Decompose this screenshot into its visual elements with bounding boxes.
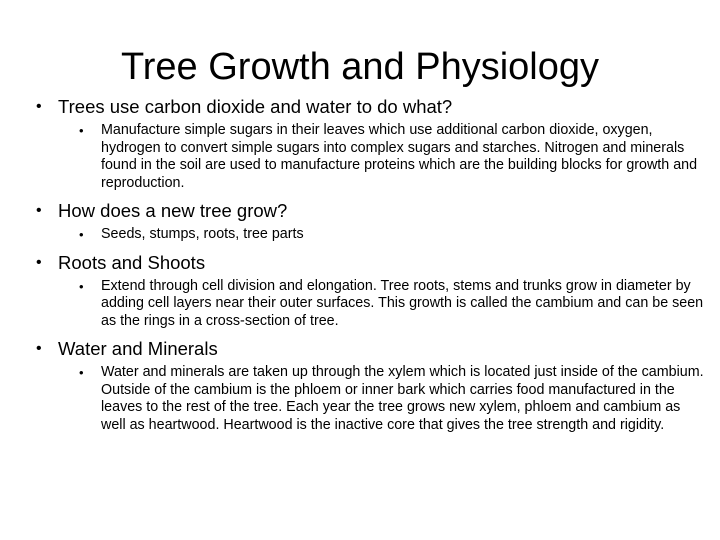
sub-bullet-list [58,122,708,192]
bullet-icon: • [79,227,84,242]
bullet-list [36,96,708,442]
section-water-and-minerals [36,338,708,434]
slide-title: Tree Growth and Physiology [120,46,600,88]
section-heading: How does a new tree grow? [58,200,288,221]
section-heading: Roots and Shoots [58,251,206,273]
section-detail [79,122,708,192]
bullet-icon: • [79,278,84,294]
sub-bullet-list [58,278,708,331]
sub-bullet-list [58,364,708,434]
bullet-icon: • [79,123,84,138]
section-detail-text: Seeds, stumps, roots, tree parts [101,226,304,242]
bullet-icon: • [79,365,84,380]
sub-bullet-list [58,226,708,244]
section-heading: Water and Minerals [58,338,218,359]
section-detail-text: Manufacture simple sugars in their leaves which use additional carbon dioxide, oxygen, hydrogen to convert simple sugars into complex sugars and starches. Nitrogen and minerals found in the soil are used to manufacture proteins which are the building blocks for growth and reproduction. [101,122,698,191]
section-detail [79,364,708,434]
section-new-tree-growth [36,200,708,244]
bullet-icon: • [36,202,42,219]
section-heading: Trees use carbon dioxide and water to do what? [58,96,453,117]
bullet-icon: • [36,253,42,271]
section-carbon-dioxide [36,96,708,192]
section-detail-text: Water and minerals are taken up through the xylem which is located just inside of the cambium. Outside of the cambium is the phloem or inner bark which carries food manufactured in the leaves to the rest of the tree. Each year the tree grows new xylem, phloem and cambium as well as heartwood. Heartwood is the inactive core that gives the tree strength and rigidity. [101,364,704,433]
section-detail [79,278,708,331]
section-detail-text: Extend through cell division and elongation. Tree roots, stems and trunks grow in diameter by adding cell layers near their outer surfaces. This growth is called the cambium and can be seen as the rings in a cross-section of tree. [101,277,704,329]
bullet-icon: • [36,340,42,357]
section-detail [79,226,708,244]
section-roots-and-shoots [36,252,708,331]
bullet-icon: • [36,98,42,115]
